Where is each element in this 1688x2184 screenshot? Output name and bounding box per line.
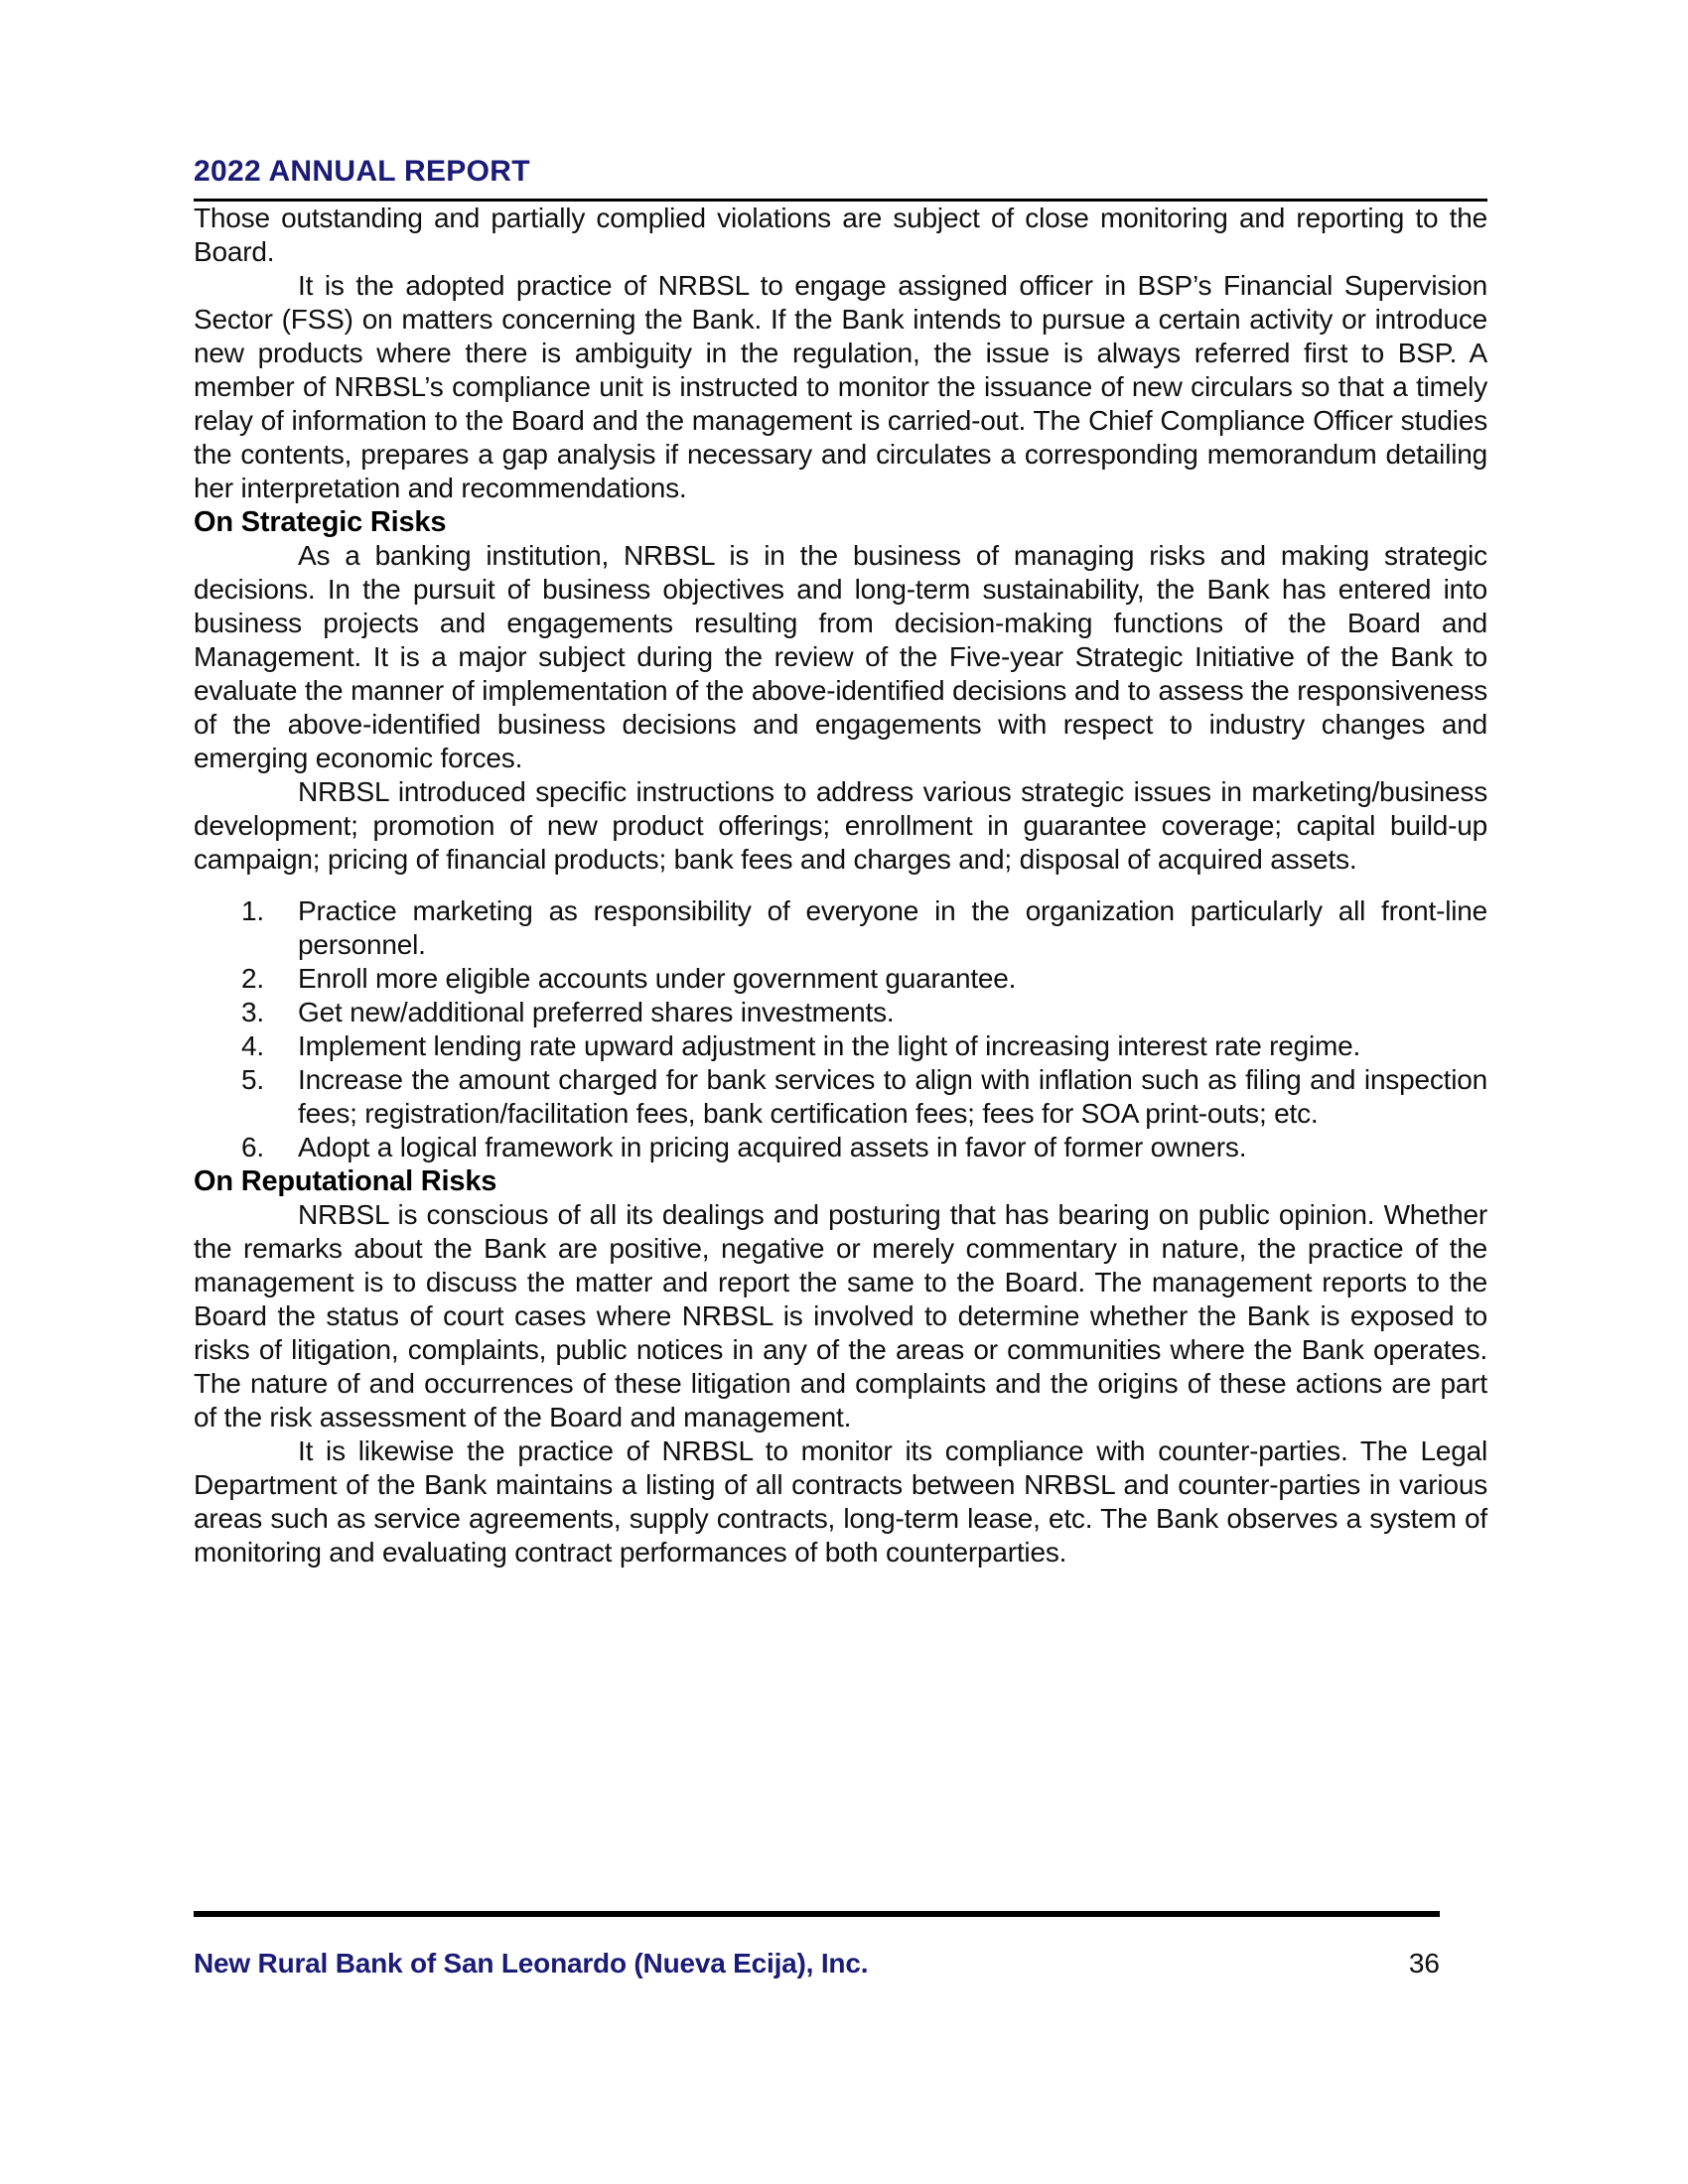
list-item [241, 1131, 1487, 1164]
list-item [241, 894, 1487, 962]
list-item [241, 1063, 1487, 1131]
paragraph-outstanding-violations: Those outstanding and partially complied violations are subject of close monitoring and reporting to the Board. [194, 203, 1487, 267]
list-item-text: Practice marketing as responsibility of everyone in the organization particularly all front-line personnel. [298, 895, 1487, 960]
paragraph-counter-parties: It is likewise the practice of NRBSL to monitor its compliance with counter-parties. The Legal Department of the Bank maintains a listing of all contracts between NRBSL and counter-parties in various areas such as service agreements, supply contracts, long-term lease, etc. The Bank observes a system of monitoring and evaluating contract performances of both counterparties. [194, 1435, 1487, 1568]
paragraph-bsp-engagement-practice: It is the adopted practice of NRBSL to engage assigned officer in BSP’s Financial Supervision Sector (FSS) on matters concerning the Bank. If the Bank intends to pursue a certain activity or introduce new products where there is ambiguity in the regulation, the issue is always referred first to BSP. A member of NRBSL’s compliance unit is instructed to monitor the issuance of new circulars so that a timely relay of information to the Board and the management is carried-out. The Chief Compliance Officer studies the contents, prepares a gap analysis if necessary and circulates a corresponding memorandum detailing her interpretation and recommendations. [194, 270, 1487, 503]
list-item [241, 962, 1487, 996]
list-item-text: Get new/additional preferred shares investments. [298, 997, 895, 1027]
paragraph-banking-institution: As a banking institution, NRBSL is in the business of managing risks and making strategic decisions. In the pursuit of business objectives and long-term sustainability, the Bank has entered into business projects and engagements resulting from decision-making functions of the Board and Management. It is a major subject during the review of the Five-year Strategic Initiative of the Bank to evaluate the manner of implementation of the above-identified decisions and to assess the responsiveness of the above-identified business decisions and engagements with respect to industry changes and emerging economic forces. [194, 540, 1487, 773]
strategic-instructions-list [194, 894, 1487, 1164]
list-item-number: 2. [241, 963, 264, 994]
paragraph-public-opinion: NRBSL is conscious of all its dealings and posturing that has bearing on public opinion. Whether the remarks about the Bank are positive, negative or merely commentary in nature, the practice of the management is to discuss the matter and report the same to the Board. The management reports to the Board the status of court cases where NRBSL is involved to determine whether the Bank is exposed to risks of litigation, complaints, public notices in any of the areas or communities where the Bank operates. The nature of and occurrences of these litigation and complaints and the origins of these actions are part of the risk assessment of the Board and management. [194, 1199, 1487, 1433]
list-item [241, 1029, 1487, 1063]
footer-page-number: 36 [1408, 1948, 1440, 1979]
section-heading-strategic-risks: On Strategic Risks [194, 506, 447, 538]
footer-rule [194, 1911, 1440, 1917]
page-header [194, 154, 1487, 202]
list-item-number: 4. [241, 1030, 264, 1061]
list-item-number: 1. [241, 895, 264, 926]
list-item-text: Increase the amount charged for bank services to align with inflation such as filing and inspection fees; registration/facilitation fees, bank certification fees; fees for SOA print-outs; etc. [298, 1064, 1487, 1129]
list-item-number: 3. [241, 997, 264, 1027]
list-item-text: Enroll more eligible accounts under government guarantee. [298, 963, 1017, 994]
list-item-text: Implement lending rate upward adjustment in the light of increasing interest rate regime. [298, 1030, 1361, 1061]
section-heading-reputational-risks: On Reputational Risks [194, 1165, 497, 1197]
page-footer [194, 1948, 1440, 1979]
footer-bank-name: New Rural Bank of San Leonardo (Nueva Ecija), Inc. [194, 1948, 869, 1979]
paragraph-specific-instructions: NRBSL introduced specific instructions to address various strategic issues in marketing/business development; promotion of new product offerings; enrollment in guarantee coverage; capital build-up campaign; pricing of financial products; bank fees and charges and; disposal of acquired assets. [194, 776, 1487, 875]
list-item-number: 5. [241, 1064, 264, 1095]
list-item-text: Adopt a logical framework in pricing acquired assets in favor of former owners. [298, 1132, 1247, 1162]
page-content [194, 154, 1487, 1570]
list-item-number: 6. [241, 1132, 264, 1162]
list-item [241, 996, 1487, 1029]
report-header-title: 2022 ANNUAL REPORT [194, 155, 530, 188]
